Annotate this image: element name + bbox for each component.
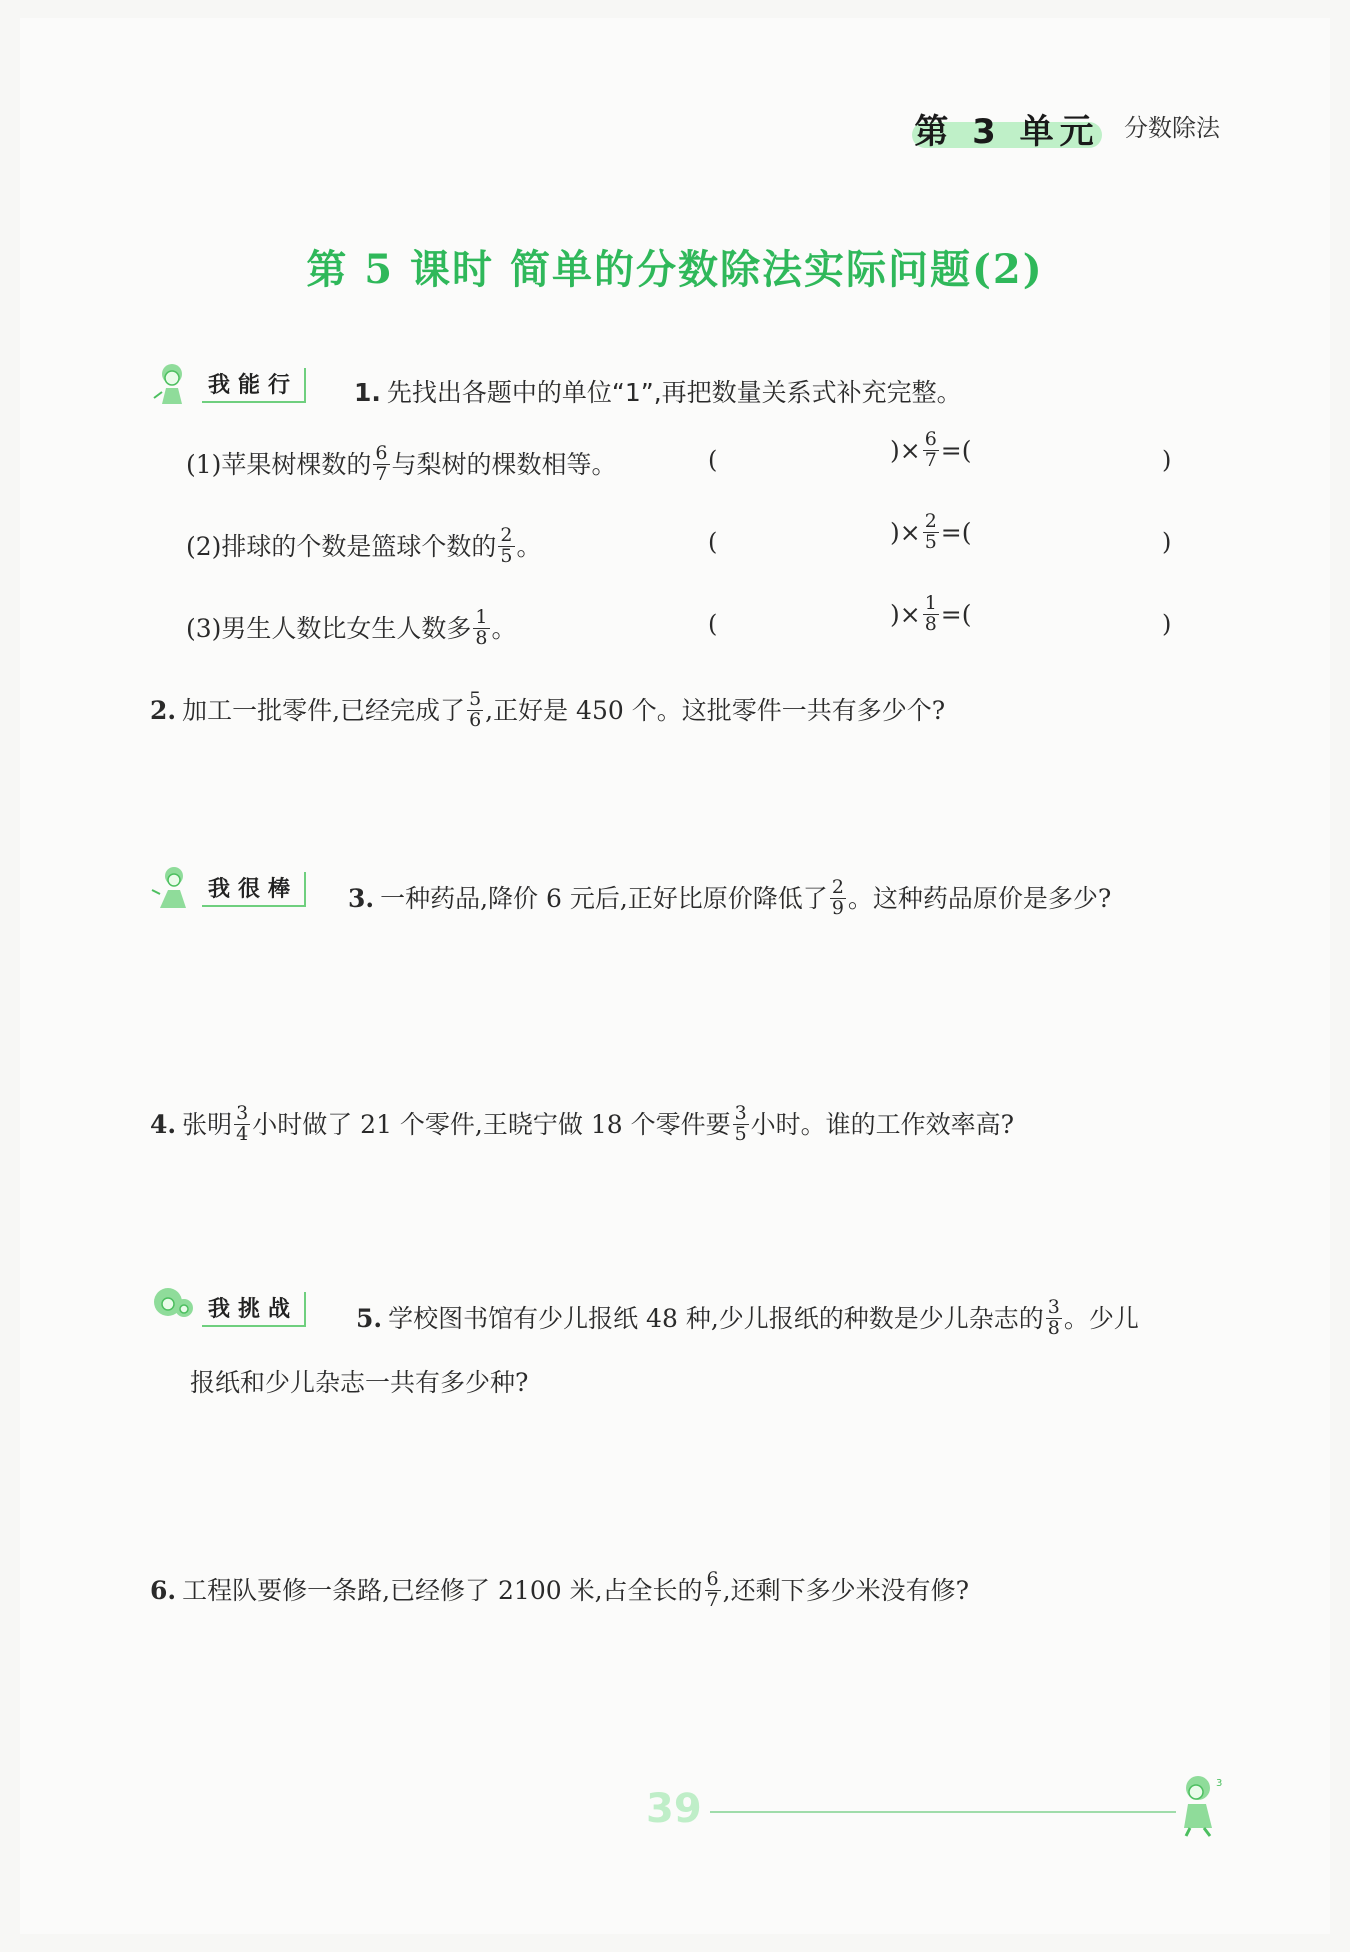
question-number: 1. (354, 378, 381, 407)
badge-label: 我能行 (202, 368, 306, 403)
question-5: 5. 学校图书馆有少儿报纸 48 种,少儿报纸的种数是少儿杂志的 $\frac{3}{8}$ 。少儿 (356, 1296, 1139, 1339)
fraction: $\frac{2}{9}$ (831, 876, 844, 919)
mascot-icon (150, 1284, 198, 1334)
question-number: 4. (150, 1109, 177, 1139)
answer-formula-3: )× $\frac{1}{8}$ =( (890, 592, 972, 635)
footer-mascot-icon (1168, 1770, 1232, 1840)
unit-title: 第 3 单元 (914, 112, 1100, 152)
question-1 (354, 378, 962, 408)
unit-badge (912, 104, 1102, 150)
question-number: 5. (356, 1303, 383, 1333)
mascot-icon (150, 864, 198, 914)
question-2: 2. 加工一批零件,已经完成了 $\frac{5}{6}$ ,正好是 450 个。这批零件一共有多少个? (150, 688, 946, 731)
worksheet-page (20, 18, 1330, 1934)
item-label: (1)苹果树棵数的 (186, 449, 372, 479)
footer-rule (710, 1811, 1176, 1813)
fraction: $\frac{3}{5}$ (734, 1102, 747, 1145)
answer-open-paren: ( (708, 610, 718, 638)
answer-formula-1: )× $\frac{6}{7}$ =( (890, 428, 972, 471)
item-label: (3)男生人数比女生人数多 (186, 613, 472, 643)
fraction: $\frac{5}{6}$ (469, 688, 482, 731)
item-suffix: 与梨树的棵数相等。 (391, 449, 617, 479)
question-4: 4. 张明 $\frac{3}{4}$ 小时做了 21 个零件,王晓宁做 18 个零件要 $\frac{3}{5}$ 小时。谁的工作效率高? (150, 1102, 1015, 1145)
fraction: $\frac{2}{5}$ (500, 524, 513, 567)
badge-label: 我挑战 (202, 1292, 306, 1327)
answer-open-paren: ( (708, 446, 718, 474)
lesson-title: 第 5 课时 简单的分数除法实际问题(2) (306, 246, 1044, 293)
question-number: 6. (150, 1575, 177, 1605)
q1-item-3 (186, 606, 517, 651)
answer-open-paren: ( (708, 528, 718, 556)
badge-wo-tiao-zhan (150, 1284, 306, 1334)
fraction: $\frac{1}{8}$ (475, 606, 488, 649)
question-number: 2. (150, 695, 177, 725)
answer-close-paren: ) (1162, 528, 1172, 556)
q1-item-1 (186, 442, 617, 487)
svg-text:3: 3 (1216, 1778, 1223, 1789)
q1-item-2 (186, 524, 542, 569)
badge-wo-hen-bang (150, 864, 306, 914)
question-5-line-2: 报纸和少儿杂志一共有多少种? (190, 1368, 529, 1397)
fraction: $\frac{3}{4}$ (236, 1102, 249, 1145)
fraction: $\frac{3}{8}$ (1047, 1296, 1060, 1339)
question-number: 3. (348, 883, 375, 913)
question-6: 6. 工程队要修一条路,已经修了 2100 米,占全长的 $\frac{6}{7}$ ,还剩下多少米没有修? (150, 1568, 969, 1611)
page-number: 39 (646, 1786, 702, 1832)
question-text: 先找出各题中的单位“1”,再把数量关系式补充完整。 (386, 378, 962, 407)
answer-formula-2: )× $\frac{2}{5}$ =( (890, 510, 972, 553)
unit-subtitle: 分数除法 (1124, 114, 1220, 142)
question-3: 3. 一种药品,降价 6 元后,正好比原价降低了 $\frac{2}{9}$ 。这种药品原价是多少? (348, 876, 1112, 919)
badge-label: 我很棒 (202, 872, 306, 907)
fraction: $\frac{6}{7}$ (375, 442, 388, 485)
fraction: $\frac{6}{7}$ (706, 1568, 719, 1611)
answer-close-paren: ) (1162, 610, 1172, 638)
item-suffix: 。 (516, 531, 542, 561)
item-label: (2)排球的个数是篮球个数的 (186, 531, 497, 561)
mascot-icon (150, 360, 198, 410)
item-suffix: 。 (491, 613, 517, 643)
badge-wo-neng-xing (150, 360, 306, 410)
answer-close-paren: ) (1162, 446, 1172, 474)
